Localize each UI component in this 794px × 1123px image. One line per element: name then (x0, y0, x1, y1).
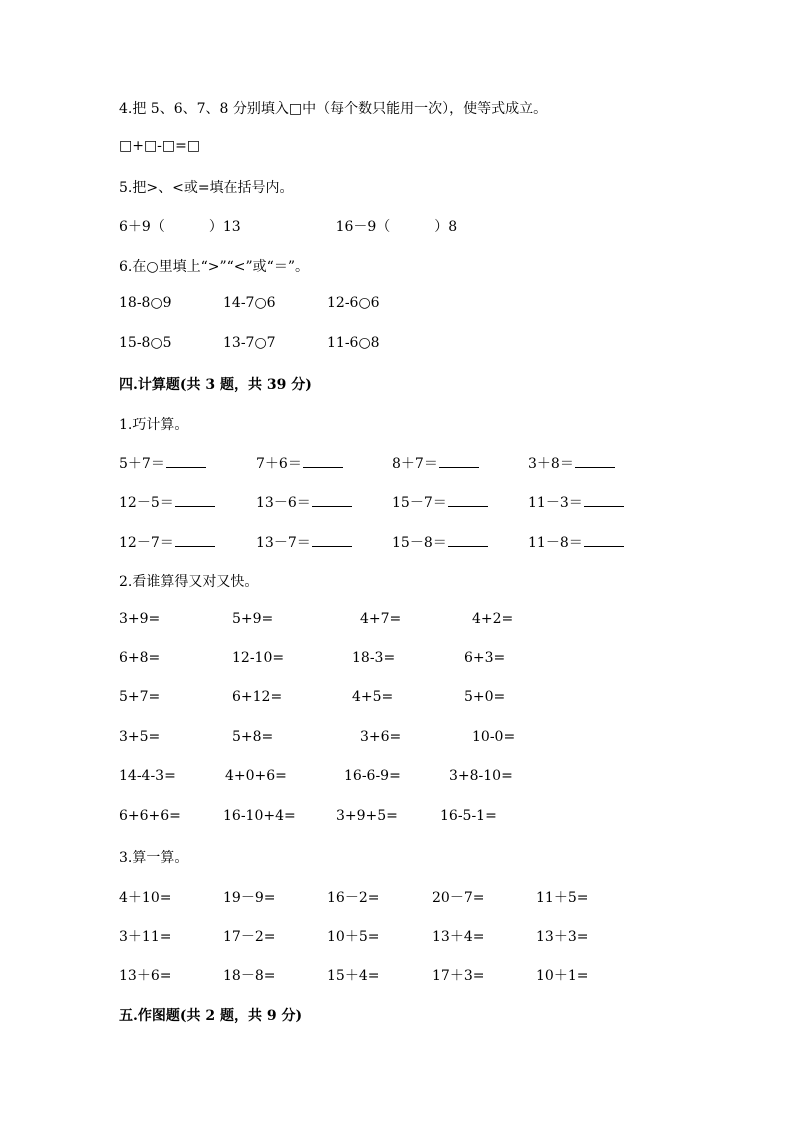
c3-problem[interactable]: 20－7= (432, 890, 485, 906)
c2-problem[interactable]: 10-0= (472, 729, 516, 745)
c2-problem[interactable]: 3+5= (119, 729, 161, 745)
c3-problem[interactable]: 10＋1= (536, 968, 589, 984)
q5-title: 5.把>、<或=填在括号内。 (119, 180, 294, 196)
answer-blank[interactable] (175, 494, 215, 507)
c3-problem[interactable]: 4＋10= (119, 890, 172, 906)
q6-title: 6.在○里填上“>”“<”或“＝”。 (119, 259, 309, 275)
q6-item[interactable]: 13-7○7 (223, 335, 276, 351)
c3-problem[interactable]: 11＋5= (536, 890, 589, 906)
c3-problem[interactable]: 18－8= (223, 968, 276, 984)
q6-item[interactable]: 15-8○5 (119, 335, 172, 351)
c2-problem[interactable]: 3+8-10= (449, 768, 513, 784)
c1-problem: 8＋7＝ (392, 453, 479, 473)
c2-problem[interactable]: 5+8= (232, 729, 274, 745)
c3-problem[interactable]: 19－9= (223, 890, 276, 906)
c2-problem[interactable]: 6+3= (464, 650, 506, 666)
c1-problem: 11－8＝ (528, 532, 624, 552)
c3-problem[interactable]: 13＋4= (432, 929, 485, 945)
c2-problem[interactable]: 12-10= (232, 650, 285, 666)
c3-problem[interactable]: 17－2= (223, 929, 276, 945)
c2-problem[interactable]: 18-3= (352, 650, 396, 666)
c2-problem[interactable]: 5+0= (464, 689, 506, 705)
answer-blank[interactable] (303, 455, 343, 468)
q6-item[interactable]: 18-8○9 (119, 295, 172, 311)
answer-blank[interactable] (448, 534, 488, 547)
c1-problem: 11－3＝ (528, 492, 624, 512)
q6-item[interactable]: 12-6○6 (327, 295, 380, 311)
answer-blank[interactable] (448, 494, 488, 507)
c1-problem: 5＋7＝ (119, 453, 206, 473)
answer-blank[interactable] (584, 494, 624, 507)
c2-problem[interactable]: 16-5-1= (440, 808, 497, 824)
c2-problem[interactable]: 6+12= (232, 689, 283, 705)
q6-item[interactable]: 14-7○6 (223, 295, 276, 311)
answer-blank[interactable] (175, 534, 215, 547)
q5-item-2-right: ）8 (434, 219, 458, 235)
c1-problem: 12－5＝ (119, 492, 215, 512)
c2-problem[interactable]: 3+9+5= (336, 808, 398, 824)
q4-title: 4.把 5、6、7、8 分别填入□中（每个数只能用一次），使等式成立。 (119, 101, 548, 117)
q6-item[interactable]: 11-6○8 (327, 335, 380, 351)
answer-blank[interactable] (575, 455, 615, 468)
part4-title: 四.计算题(共 3 题，共 39 分) (119, 377, 312, 393)
c3-problem[interactable]: 3＋11= (119, 929, 172, 945)
c2-problem[interactable]: 3+6= (360, 729, 402, 745)
c3-problem[interactable]: 13＋6= (119, 968, 172, 984)
c2-problem[interactable]: 6+8= (119, 650, 161, 666)
c1-problem: 13－7＝ (256, 532, 352, 552)
c3-problem[interactable]: 15＋4= (327, 968, 380, 984)
c3-problem[interactable]: 10＋5= (327, 929, 380, 945)
answer-blank[interactable] (312, 494, 352, 507)
c1-problem: 15－7＝ (392, 492, 488, 512)
c1-problem: 7＋6＝ (256, 453, 343, 473)
c1-title: 1.巧计算。 (119, 417, 189, 433)
c2-problem[interactable]: 6+6+6= (119, 808, 181, 824)
c2-problem[interactable]: 5+9= (232, 611, 274, 627)
q5-row (119, 216, 457, 236)
c2-problem[interactable]: 4+0+6= (225, 768, 287, 784)
answer-blank[interactable] (584, 534, 624, 547)
c2-problem[interactable]: 5+7= (119, 689, 161, 705)
c3-problem[interactable]: 17＋3= (432, 968, 485, 984)
c2-title: 2.看谁算得又对又快。 (119, 574, 259, 590)
q5-item-2-left: 16－9（ (335, 219, 391, 235)
q4-expression: □+□-□=□ (119, 138, 201, 154)
c2-problem[interactable]: 14-4-3= (119, 768, 176, 784)
c3-title: 3.算一算。 (119, 850, 189, 866)
c2-problem[interactable]: 4+5= (352, 689, 394, 705)
answer-blank[interactable] (312, 534, 352, 547)
part5-title: 五.作图题(共 2 题，共 9 分) (119, 1008, 303, 1024)
c2-problem[interactable]: 4+7= (360, 611, 402, 627)
c3-problem[interactable]: 13＋3= (536, 929, 589, 945)
c1-problem: 12－7＝ (119, 532, 215, 552)
answer-blank[interactable] (166, 455, 206, 468)
answer-blank[interactable] (439, 455, 479, 468)
c2-problem[interactable]: 3+9= (119, 611, 161, 627)
c1-problem: 15－8＝ (392, 532, 488, 552)
q5-item-1-left: 6＋9（ (119, 219, 165, 235)
c2-problem[interactable]: 4+2= (472, 611, 514, 627)
c3-problem[interactable]: 16－2= (327, 890, 380, 906)
c2-problem[interactable]: 16-6-9= (344, 768, 401, 784)
c2-problem[interactable]: 16-10+4= (223, 808, 296, 824)
c1-problem: 3＋8＝ (528, 453, 615, 473)
c1-problem: 13－6＝ (256, 492, 352, 512)
q5-item-1-right: ）13 (208, 219, 241, 235)
